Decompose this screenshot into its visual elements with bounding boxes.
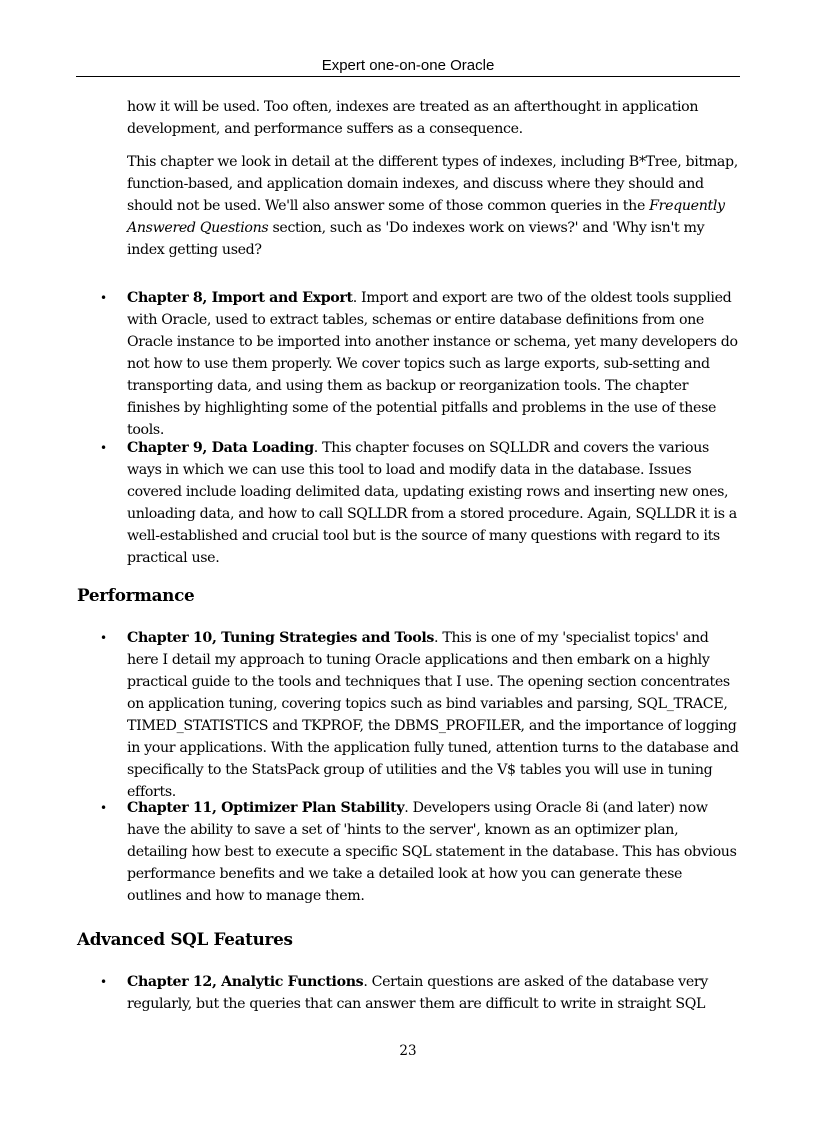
chapter-title: Chapter 11, Optimizer Plan Stability [127,800,405,816]
bullet-icon: • [100,631,107,645]
section-heading-performance: Performance [77,585,195,605]
paragraph-text: This chapter we look in detail at the different types of indexes, including B*Tree, bitmap, function-based, and application domain indexes, and discuss where they should and should not be used. We'll also answer some of those common queries in the [127,154,738,214]
list-item-chapter-12 [100,971,739,1015]
chapter-title: Chapter 8, Import and Export [127,290,353,306]
list-item-chapter-10 [100,627,739,803]
bullet-icon: • [100,975,107,989]
header-divider [76,76,740,77]
chapter-description: . Certain questions are asked of the database very regularly, but the queries that can answer them are difficult to write in straight SQL [127,974,708,1012]
page-number: 23 [399,1043,417,1059]
bullet-icon: • [100,801,107,815]
paragraph-intro: how it will be used. Too often, indexes are treated as an afterthought in application development, and performance suffers as a consequence. [127,99,699,137]
chapter-title: Chapter 9, Data Loading [127,440,314,456]
paragraph-text: section, such as 'Do indexes work on views?' and 'Why isn't my index getting used? [127,220,705,258]
running-header: Expert one-on-one Oracle [321,57,495,74]
chapter-description: . This chapter focuses on SQLLDR and covers the various ways in which we can use this tool to load and modify data in the database. Issues covered include loading delimited data, updating existing rows and inserting new ones, unloading data, and how to call SQLLDR from a stored procedure. Again, SQLLDR it is a well-established and crucial tool but is the source of many questions with regard to its practical use. [127,440,737,566]
bullet-icon: • [100,441,107,455]
bullet-icon: • [100,291,107,305]
section-heading-advanced-sql: Advanced SQL Features [77,929,293,949]
chapter-title: Chapter 10, Tuning Strategies and Tools [127,630,435,646]
chapter-description: . Developers using Oracle 8i (and later) now have the ability to save a set of 'hints to the server', known as an optimizer plan, detailing how best to execute a specific SQL statement in the database. This has obvious performance benefits and we take a detailed look at how you can generate these outlines and how to manage them. [127,800,737,904]
chapter-title: Chapter 12, Analytic Functions [127,974,364,990]
chapter-description: . Import and export are two of the oldest tools supplied with Oracle, used to extract tables, schemas or entire database definitions from one Oracle instance to be imported into another instance or schema, yet many developers do not how to use them properly. We cover topics such as large exports, sub-setting and transporting data, and using them as backup or reorganization tools. The chapter finishes by highlighting some of the potential pitfalls and problems in the use of these tools. [127,290,738,438]
list-item-chapter-11 [100,797,739,907]
chapter-description: . This is one of my 'specialist topics' and here I detail my approach to tuning Oracle applications and then embark on a highly practical guide to the tools and techniques that I use. The opening section concentrates on application tuning, covering topics such as bind variables and parsing, SQL_TRACE, TIMED_STATISTICS and TKPROF, the DBMS_PROFILER, and the importance of logging in your applications. With the application fully tuned, attention turns to the database and specifically to the StatsPack group of utilities and the V$ tables you will use in tuning efforts. [127,630,739,800]
faq-section-reference: Frequently Answered Questions [127,198,725,236]
list-item-chapter-9 [100,437,739,569]
paragraph-indexes [127,151,739,261]
list-item-chapter-8 [100,287,739,441]
